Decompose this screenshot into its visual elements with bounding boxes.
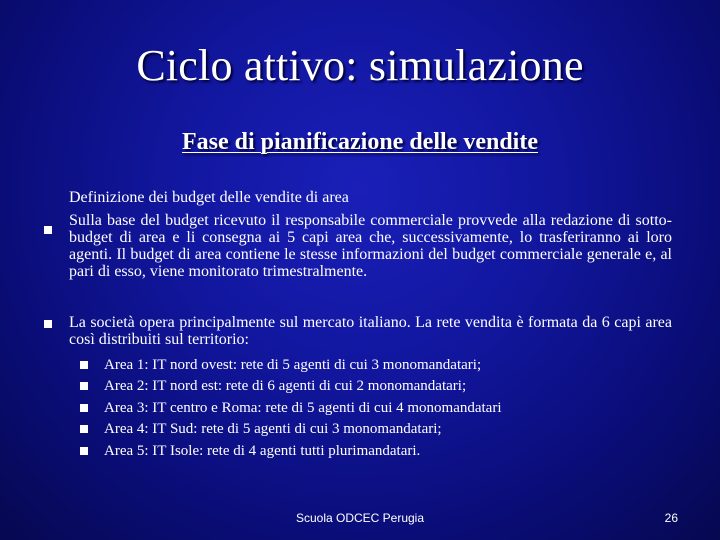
slide-subtitle: Fase di pianificazione delle vendite xyxy=(182,129,538,155)
bullet-square-icon xyxy=(44,226,52,234)
bullet-paragraph: La società opera principalmente sul mercato italiano. La rete vendita è formata da 6 capi area così distribuiti sul territorio: xyxy=(69,314,672,348)
area-list-item: Area 3: IT centro e Roma: rete di 5 agenti di cui 4 monomandatari xyxy=(104,400,502,416)
sub-bullet-square-icon xyxy=(80,404,88,412)
sub-bullet-square-icon xyxy=(80,447,88,455)
slide-footer: Scuola ODCEC Perugia xyxy=(295,511,425,525)
bullet-square-icon xyxy=(44,320,52,328)
area-list-item: Area 5: IT Isole: rete di 4 agenti tutti plurimandatari. xyxy=(104,443,421,459)
sub-bullet-square-icon xyxy=(80,361,88,369)
slide-title: Ciclo attivo: simulazione xyxy=(136,41,584,90)
area-list-item: Area 4: IT Sud: rete di 5 agenti di cui 3 monomandatari; xyxy=(104,421,442,437)
area-list-item: Area 1: IT nord ovest: rete di 5 agenti di cui 3 monomandatari; xyxy=(104,357,482,373)
sub-bullet-square-icon xyxy=(80,382,88,390)
sub-bullet-square-icon xyxy=(80,425,88,433)
area-list-item: Area 2: IT nord est: rete di 6 agenti di cui 2 monomandatari; xyxy=(104,378,467,394)
bullet-paragraph: Sulla base del budget ricevuto il responsabile commerciale provvede alla redazione di sotto-budget di area e li consegna ai 5 capi area che, successivamente, lo trasferiranno ai loro agenti. Il budget di area contiene le stesse informazioni del budget commerciale generale e, al pari di esso, viene monitorato trimestralmente. xyxy=(69,212,672,280)
page-number: 26 xyxy=(664,511,678,525)
intro-text: Definizione dei budget delle vendite di area xyxy=(69,189,349,206)
